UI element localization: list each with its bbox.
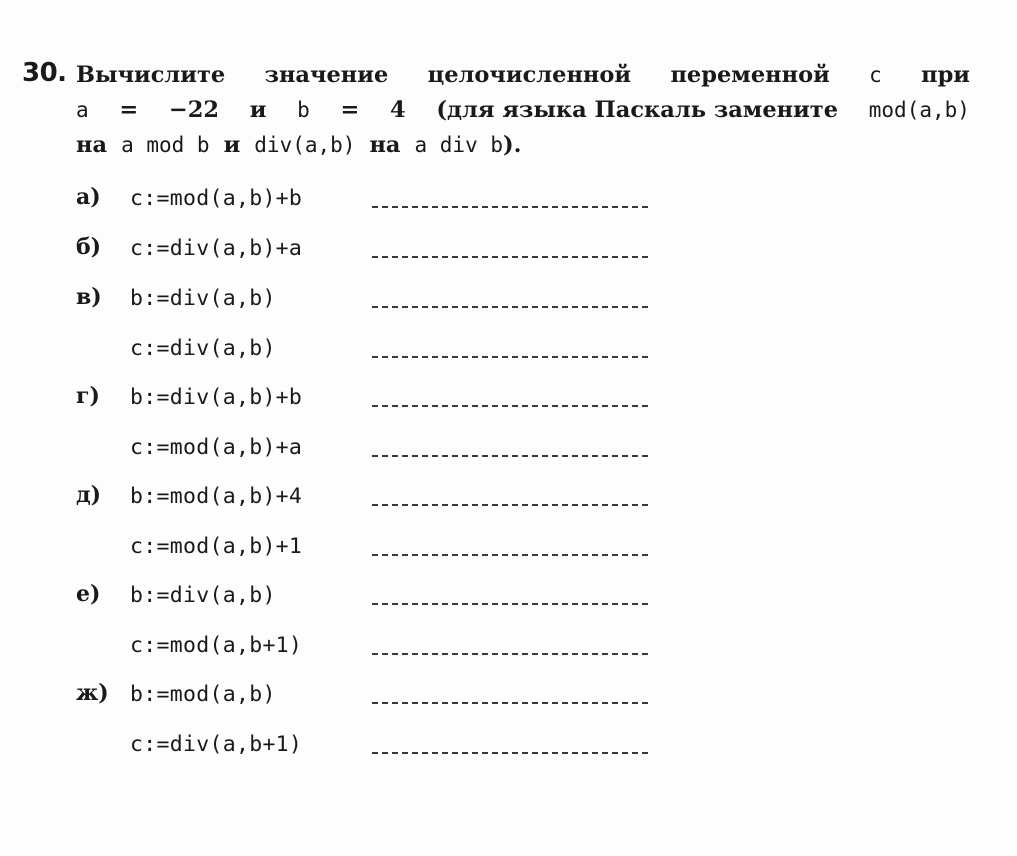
subtask-row bbox=[76, 631, 676, 671]
answer-blank[interactable] bbox=[372, 256, 648, 258]
subtask-row bbox=[76, 383, 676, 423]
code-a-mod-b: a mod b bbox=[121, 133, 210, 157]
word: Вычислите bbox=[76, 62, 226, 88]
subtask-label: е) bbox=[76, 581, 101, 607]
subtask-row bbox=[76, 234, 676, 274]
subtask-row bbox=[76, 730, 676, 770]
equals-sign: = bbox=[119, 97, 139, 123]
subtask-code: b:=div(a,b)+b bbox=[130, 385, 303, 410]
subtask-code: c:=div(a,b)+a bbox=[130, 236, 303, 261]
word: целочисленной bbox=[427, 62, 632, 88]
subtask-row bbox=[76, 334, 676, 374]
code-a-div-b-wrap bbox=[415, 128, 522, 163]
subtask-label: д) bbox=[76, 482, 102, 508]
problem-number: 30. bbox=[22, 58, 67, 88]
answer-blank[interactable] bbox=[372, 603, 648, 605]
answer-blank[interactable] bbox=[372, 504, 648, 506]
subtask-label: г) bbox=[76, 383, 100, 409]
answer-blank[interactable] bbox=[372, 752, 648, 754]
answer-blank[interactable] bbox=[372, 455, 648, 457]
statement-line-2 bbox=[76, 93, 970, 128]
subtask-code: c:=div(a,b+1) bbox=[130, 732, 303, 757]
subtask-code: b:=mod(a,b)+4 bbox=[130, 484, 303, 509]
subtask-label: б) bbox=[76, 234, 102, 260]
statement-line-3 bbox=[76, 128, 970, 163]
subtask-code: c:=mod(a,b)+1 bbox=[130, 534, 303, 559]
variable-b: b bbox=[297, 98, 310, 122]
code-a-div-b: a div b bbox=[414, 133, 504, 157]
subtask-code: c:=div(a,b) bbox=[130, 336, 276, 361]
subtask-code: b:=div(a,b) bbox=[130, 286, 276, 311]
subtask-row bbox=[76, 482, 676, 522]
equals-sign: = bbox=[340, 97, 360, 123]
subtask-code: c:=mod(a,b)+b bbox=[130, 186, 303, 211]
problem-statement bbox=[76, 58, 970, 163]
word: значение bbox=[264, 62, 389, 88]
subtask-row bbox=[76, 184, 676, 224]
statement-line-1 bbox=[76, 58, 970, 93]
word: на bbox=[76, 132, 108, 158]
subtask-row bbox=[76, 433, 676, 473]
answer-blank[interactable] bbox=[372, 206, 648, 208]
subtask-label: в) bbox=[76, 284, 102, 310]
subtask-code: b:=mod(a,b) bbox=[130, 682, 276, 707]
subtask-code: c:=mod(a,b+1) bbox=[130, 633, 303, 658]
pascal-note: (для языка Паскаль замените bbox=[436, 97, 839, 123]
code-mod: mod(a,b) bbox=[868, 98, 970, 122]
answer-blank[interactable] bbox=[372, 653, 648, 655]
answer-blank[interactable] bbox=[372, 554, 648, 556]
subtask-code: b:=div(a,b) bbox=[130, 583, 276, 608]
word: переменной bbox=[670, 62, 830, 88]
subtask-row bbox=[76, 532, 676, 572]
value-b: 4 bbox=[390, 97, 406, 123]
variable-a: a bbox=[76, 98, 89, 122]
answer-blank[interactable] bbox=[372, 702, 648, 704]
word: и bbox=[223, 132, 241, 158]
subtask-label: а) bbox=[76, 184, 101, 210]
subtask-row bbox=[76, 680, 676, 720]
subtask-code: c:=mod(a,b)+a bbox=[130, 435, 303, 460]
closing-punct: ). bbox=[503, 132, 522, 158]
word: на bbox=[369, 132, 401, 158]
subtask-row bbox=[76, 581, 676, 621]
variable-c: с bbox=[869, 63, 882, 87]
word: при bbox=[921, 62, 970, 88]
subtask-label: ж) bbox=[76, 680, 109, 706]
subtask-row bbox=[76, 284, 676, 324]
answer-blank[interactable] bbox=[372, 356, 648, 358]
answer-blank[interactable] bbox=[372, 405, 648, 407]
value-a: −22 bbox=[168, 97, 220, 123]
answer-blank[interactable] bbox=[372, 306, 648, 308]
code-div: div(a,b) bbox=[254, 133, 356, 157]
word: и bbox=[249, 97, 267, 123]
